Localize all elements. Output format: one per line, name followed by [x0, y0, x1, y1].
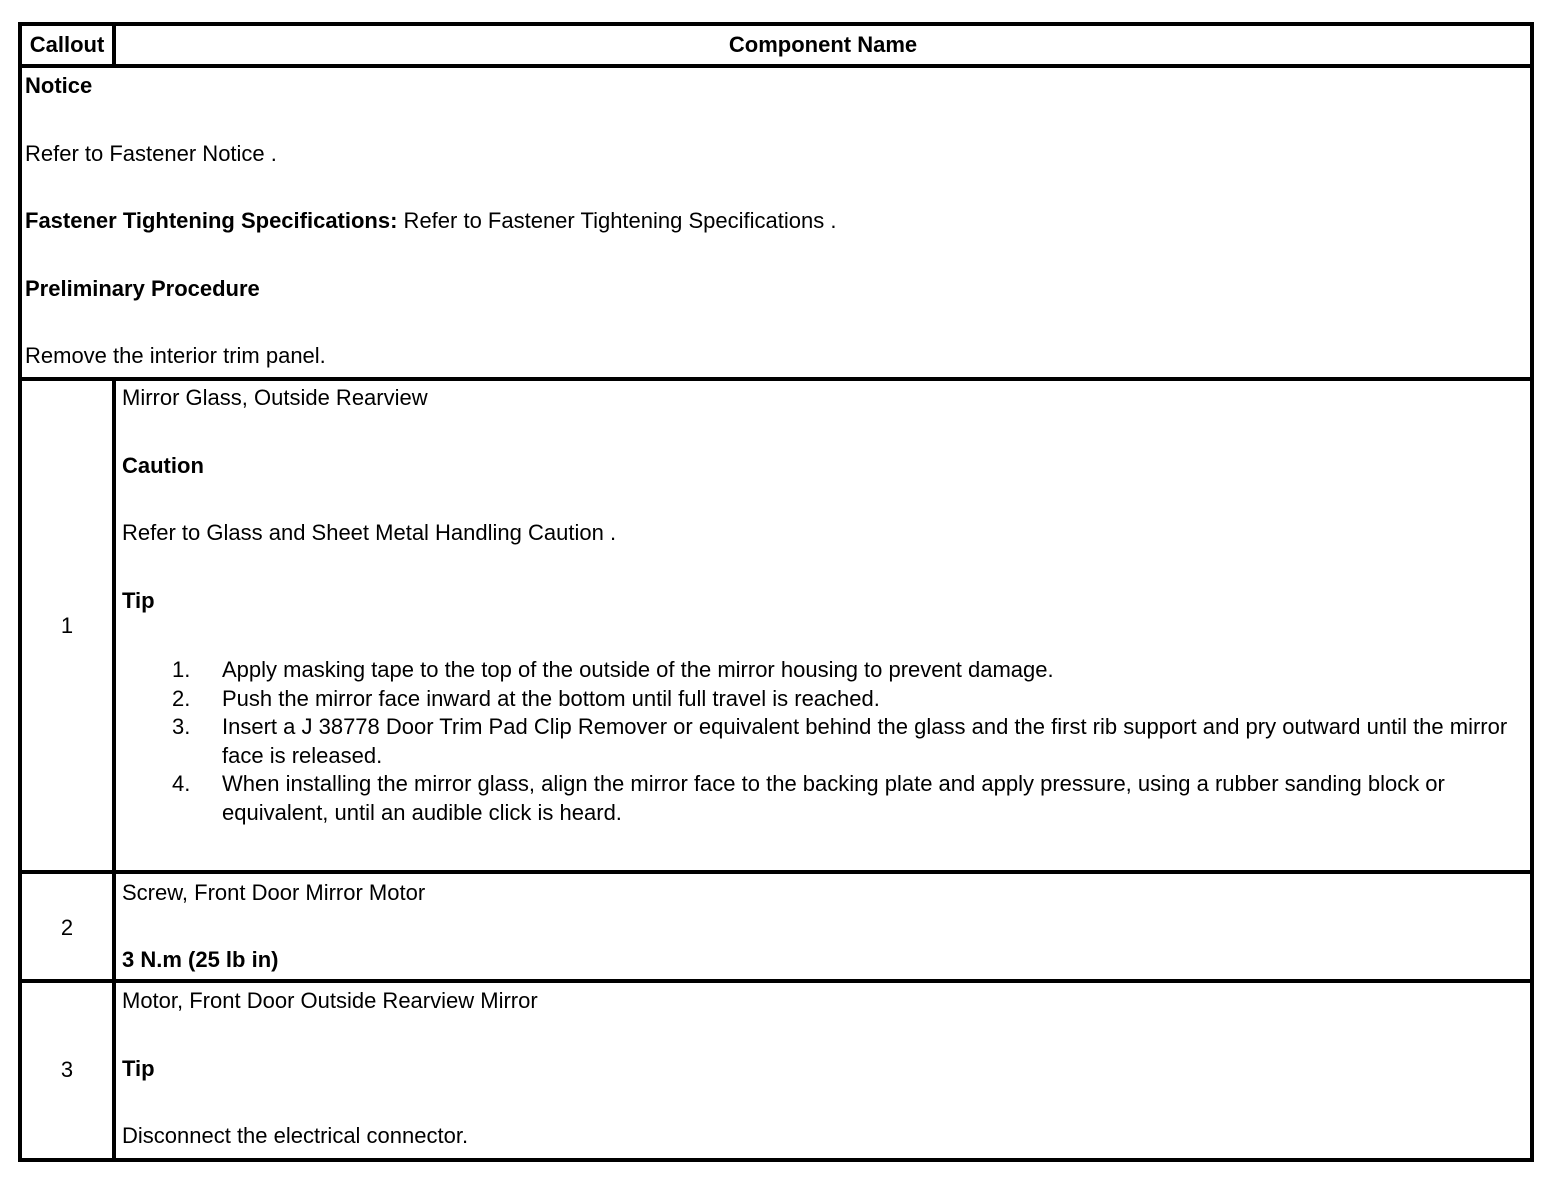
column-divider [112, 377, 116, 1162]
callout-3: 3 [60, 1057, 74, 1082]
step-text: When installing the mirror glass, align the mirror face to the backing plate and apply pressure, using a rubber sanding block or equivalent, until an audible click is heard. [222, 771, 1445, 825]
tip-steps-list [122, 656, 1522, 827]
step-number: 1. [172, 657, 191, 682]
caution-title: Caution [122, 453, 204, 478]
header-callout: Callout [29, 32, 105, 57]
header-divider [18, 64, 1534, 68]
fastener-spec-line [25, 208, 836, 234]
component-table [18, 22, 1534, 1162]
row-divider [18, 870, 1534, 874]
component-name-1: Mirror Glass, Outside Rearview [122, 385, 428, 410]
row-divider [18, 979, 1534, 983]
list-item [122, 713, 1522, 770]
step-text: Push the mirror face inward at the bottom until full travel is reached. [222, 685, 880, 711]
callout-1: 1 [60, 613, 74, 638]
notice-title: Notice [25, 73, 93, 98]
table-border-top [18, 22, 1534, 26]
preliminary-title: Preliminary Procedure [25, 276, 260, 301]
step-number: 2. [172, 685, 191, 711]
torque-spec: 3 N.m (25 lb in) [122, 947, 279, 972]
notice-text: Refer to Fastener Notice . [25, 141, 277, 166]
list-item [122, 656, 1522, 685]
step-number: 4. [172, 771, 191, 796]
callout-2: 2 [60, 915, 74, 940]
component-name-3: Motor, Front Door Outside Rearview Mirror [122, 988, 538, 1013]
table-border-bottom [18, 1158, 1534, 1162]
tip-text-3: Disconnect the electrical connector. [122, 1123, 469, 1148]
step-text: Apply masking tape to the top of the outside of the mirror housing to prevent damage. [222, 657, 1054, 682]
table-border-right [1530, 22, 1534, 1162]
tip-title-3: Tip [122, 1056, 155, 1081]
table-border-left [18, 22, 22, 1162]
header-component-name: Component Name [728, 32, 918, 57]
list-item [122, 770, 1522, 827]
list-item [122, 685, 1522, 714]
row-divider [18, 377, 1534, 381]
caution-text: Refer to Glass and Sheet Metal Handling Caution . [122, 520, 617, 545]
fastener-spec-text: Refer to Fastener Tightening Specifications . [397, 208, 837, 233]
fastener-spec-label: Fastener Tightening Specifications: [25, 208, 398, 233]
component-name-2: Screw, Front Door Mirror Motor [122, 880, 426, 905]
tip-title-1: Tip [122, 588, 155, 613]
preliminary-text: Remove the interior trim panel. [25, 343, 326, 368]
step-text: Insert a J 38778 Door Trim Pad Clip Remover or equivalent behind the glass and the first rib support and pry outward until the mirror face is released. [222, 714, 1508, 768]
step-number: 3. [172, 714, 191, 739]
